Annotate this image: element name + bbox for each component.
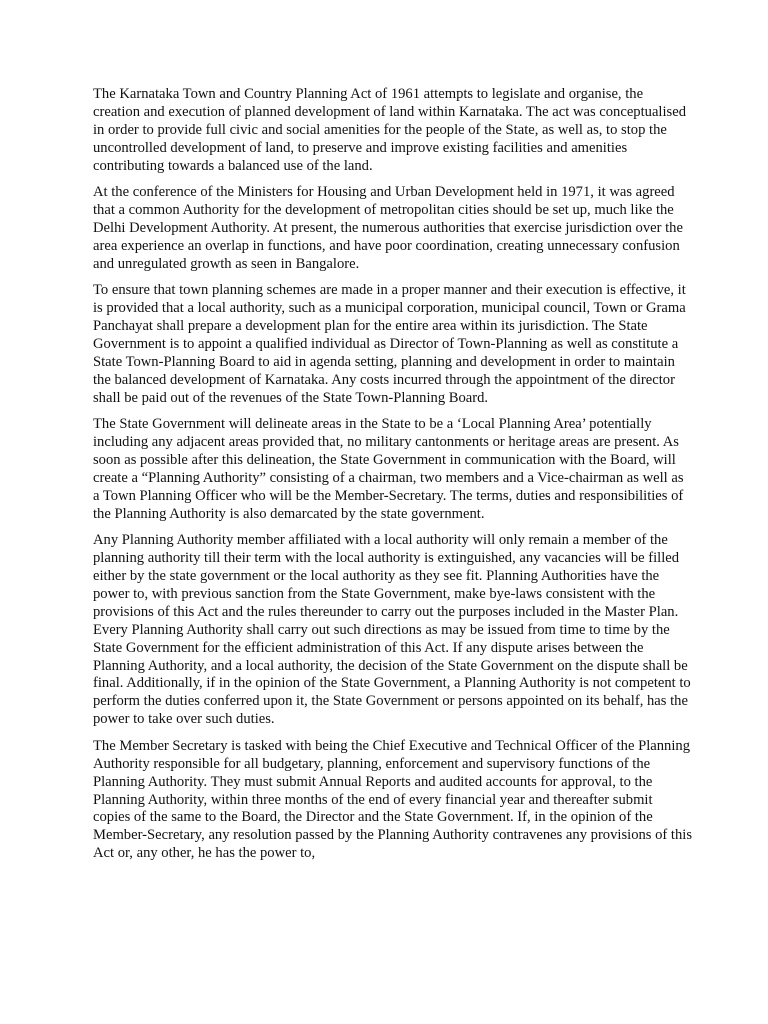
paragraph-planning-act-intro: The Karnataka Town and Country Planning Act of 1961 attempts to legislate and organise, the creation and execution of planned development of land within Karnataka. The act was conceptualised in order to provide full civic and social amenities for the people of the State, as well as, to stop the uncontrolled development of land, to preserve and improve existing facilities and amenities contributing towards a balanced use of the land. xyxy=(93,86,686,174)
paragraph-member-secretary: The Member Secretary is tasked with being the Chief Executive and Technical Officer of the Planning Authority responsible for all budgetary, planning, enforcement and supervisory functions of the Planning Authority. They must submit Annual Reports and audited accounts for approval, to the Planning Authority, within three months of the end of every financial year and thereafter submit copies of the same to the Board, the Director and the State Government. If, in the opinion of the Member-Secretary, any resolution passed by the Planning Authority contravenes any provisions of this Act or, any other, he has the power to, xyxy=(93,737,693,862)
paragraph-local-planning-area: The State Government will delineate areas in the State to be a ‘Local Planning Area’ potentially including any adjacent areas provided that, no military cantonments or heritage areas are present. As soon as possible after this delineation, the State Government in communication with the Board, will create a “Planning Authority” consisting of a chairman, two members and a Vice-chairman as well as a Town Planning Officer who will be the Member-Secretary. The terms, duties and responsibilities of the Planning Authority is also demarcated by the state government. xyxy=(93,416,684,522)
paragraph-development-plan: To ensure that town planning schemes are made in a proper manner and their execution is effective, it is provided that a local authority, such as a municipal corporation, municipal council, Town or Grama Panchayat shall prepare a development plan for the entire area within its jurisdiction. The State Government is to appoint a qualified individual as Director of Town-Planning as well as constitute a State Town-Planning Board to aid in agenda setting, planning and development in order to maintain the balanced development of Karnataka. Any costs incurred through the appointment of the director shall be paid out of the revenues of the State Town-Planning Board. xyxy=(93,282,686,406)
paragraph-ministers-conference: At the conference of the Ministers for Housing and Urban Development held in 1971, it was agreed that a common Authority for the development of metropolitan cities should be set up, much like the Delhi Development Authority. At present, the numerous authorities that exercise jurisdiction over the area experience an overlap in functions, and have poor coordination, creating unnecessary confusion and unregulated growth as seen in Bangalore. xyxy=(93,184,683,272)
paragraph-authority-powers: Any Planning Authority member affiliated with a local authority will only remain a member of the planning authority till their term with the local authority is extinguished, any vacancies will be filled either by the state government or the local authority as they see fit. Planning Authorities have the power to, with previous sanction from the State Government, make bye-laws consistent with the provisions of this Act and the rules thereunder to carry out the purposes included in the Master Plan. Every Planning Authority shall carry out such directions as may be issued from time to time by the State Government for the efficient administration of this Act. If any dispute arises between the Planning Authority, and a local authority, the decision of the State Government on the dispute shall be final. Additionally, if in the opinion of the State Government, a Planning Authority is not competent to perform the duties conferred upon it, the State Government or persons appointed on its behalf, has the power to take over such duties. xyxy=(93,532,691,728)
document-body xyxy=(93,86,693,872)
